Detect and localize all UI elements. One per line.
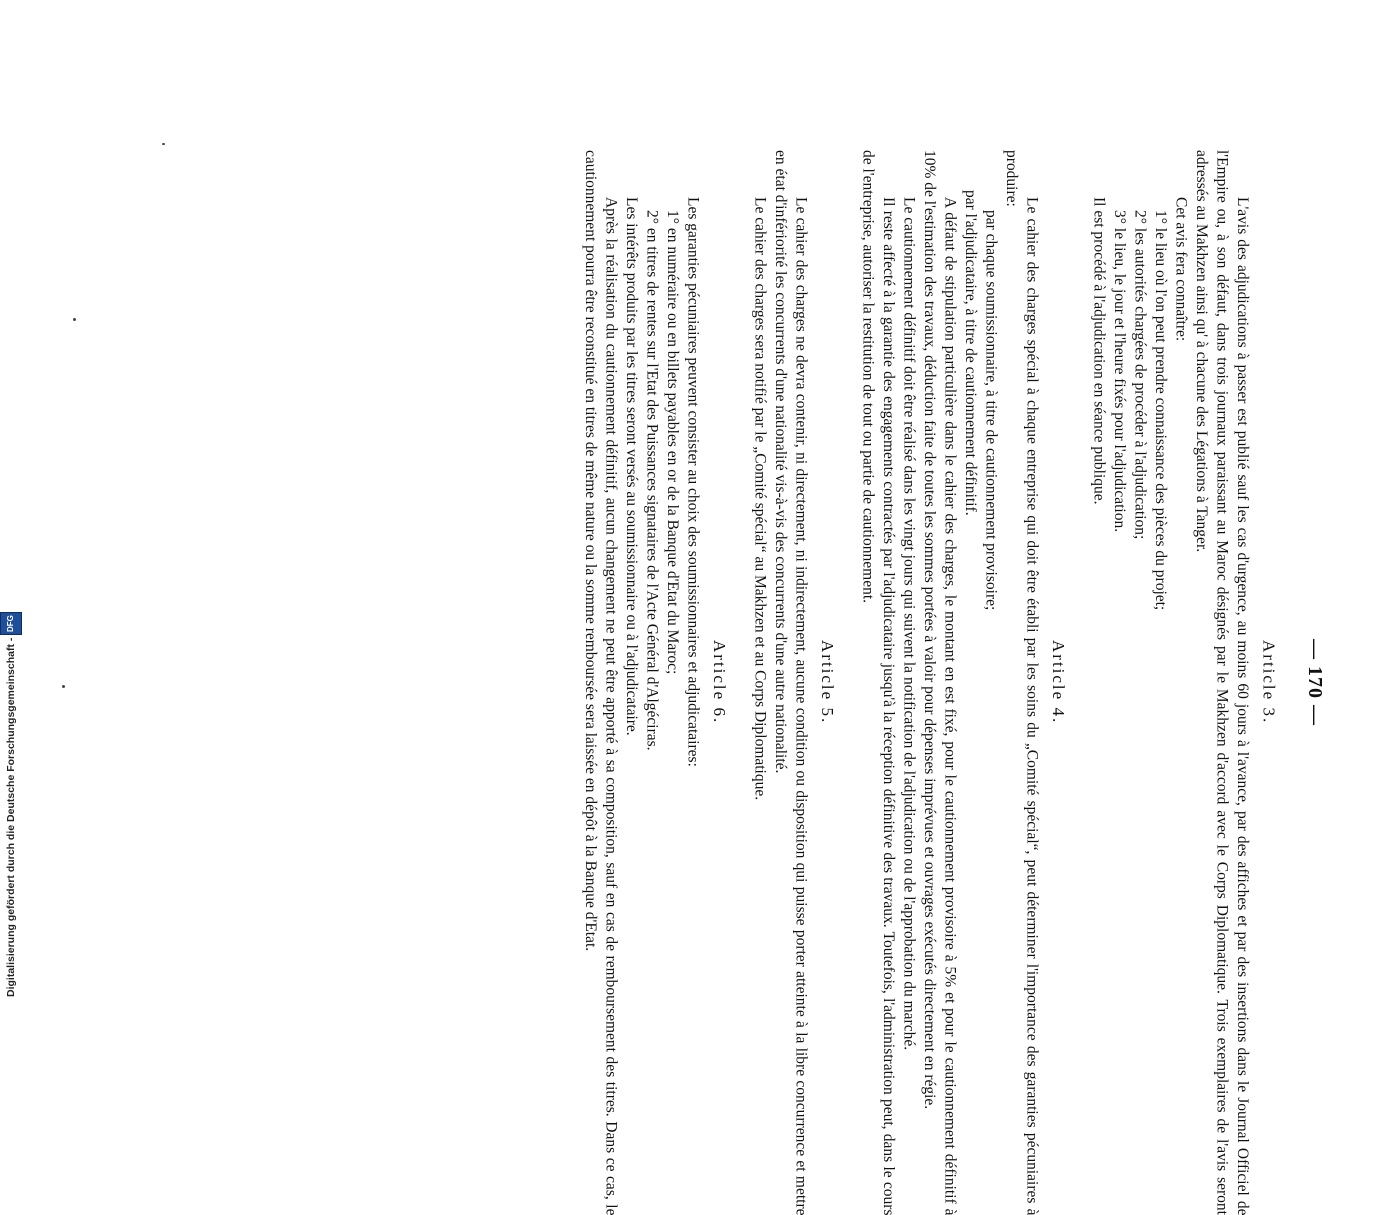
article-4-paragraph-4: Il reste affecté à la garantie des engagements contractés par l'adjudicataire jusqu'à la réception définitive des travaux. Toutefois, l'administration peut, dans le cours de l'entreprise, autoriser la restitution de tout ou partie de cautionnement. — [859, 150, 897, 1215]
article-4-item-1: par chaque soumissionnaire, à titre de cautionnement provisoire; — [982, 210, 1000, 611]
article-6-item-2: 2° en titres de rentes sur l'Etat des Puissances signataires de l'Acte Général d'Algéciras. — [643, 210, 661, 751]
article-3-paragraph-3: Il est procédé à l'adjudication en séance publique. — [1090, 196, 1108, 505]
article-6-paragraph-2: Les intérêts produits par les titres seront versés au soumissionnaire ou à l'adjudicataire. — [623, 196, 640, 736]
article-4-item-2: par l'adjudicataire, à titre de cautionnement définitif. — [962, 190, 979, 516]
article-6-paragraph-3: Après la réalisation du cautionnement définitif, aucun changement ne peut être apporté à sa composition, sauf en cas de remboursement des titres. Dans ce cas, le cautionnement pourra être reconstitué en titres de même nature ou la somme remboursée sera laissée en dépôt à la Banque d'Etat. — [582, 150, 620, 1215]
article-3-paragraph-1: L'avis des adjudications à passer est publié sauf les cas d'urgence, au moins 60 jours à l'avance, par des affiches et par des insertions dans le Journal Officiel de l'Empire ou, à son défaut, dans trois journaux paraissant au Maroc désignés par le Makhzen d'accord avec le Corps Diplomatique. Trois exemplaires de l'avis seront adressés au Makhzen ainsi qu' à chacune des Légations à Tanger. — [1193, 150, 1251, 1215]
article-3-item-2: 2° les autorités chargées de procéder à l'adjudication; — [1131, 210, 1149, 540]
scan-speck — [62, 685, 65, 688]
dfg-logo: DFG — [0, 612, 22, 635]
scan-speck — [162, 143, 165, 145]
article-6-title: Article 6. — [710, 640, 729, 725]
page-content — [185, 150, 1325, 1215]
article-3-item-1: 1° le lieu où l'on peut prendre connaissance des pièces du projet; — [1152, 210, 1169, 611]
digitization-credit — [0, 605, 18, 997]
page-number: — 170 — — [1304, 639, 1326, 726]
article-3-paragraph-2: Cet avis fera connaître: — [1172, 196, 1190, 341]
article-6-paragraph-1: Les garanties pécuniaires peuvent consister au choix des soumissionnaires et adjudicataires: — [684, 196, 702, 767]
article-5-title: Article 5. — [818, 640, 837, 725]
dfg-credit-text: Digitalisierung gefördert durch die Deutsche Forschungsgemeinschaft - — [5, 637, 17, 997]
article-3-item-3: 3° le lieu, le jour et l'heure fixés pour l'adjudication. — [1111, 210, 1128, 533]
article-4-paragraph-2: A défaut de stipulation particulière dans le cahier des charges, le montant en est fixé, pour le cautionnement provisoire à 5% et pour le cautionnement définitif à 10% de l'estimation des travaux, déduction faite de toutes les sommes portées à valoir pour dépenses imprévues et ouvrages exécutés directement en régie. — [921, 150, 959, 1215]
article-3-title: Article 3. — [1259, 640, 1279, 725]
article-5-paragraph-1: Le cahier des charges ne devra contenir, ni directement, ni indirectement, aucune condition ou disposition qui puisse porter atteinte à la libre concurrence et mettre en état d'infériorité les concurrents d'une nationalité vis-à-vis des concurrents d'une autre nationalité. — [772, 150, 810, 1215]
article-5-paragraph-2: Le cahier des charges sera notifié par le „Comité spécial“ au Makhzen et au Corps Diplomatique. — [751, 196, 769, 800]
article-6-item-1: 1° en numéraire ou en billets payables en or de la Banque d'Etat du Maroc; — [664, 210, 681, 675]
article-4-paragraph-3: Le cautionnement définitif doit être réalisé dans les vingt jours qui suivent la notification de l'adjudication ou de l'approbation du marché. — [900, 196, 918, 1050]
article-4-paragraph-1: Le cahier des charges spécial à chaque entreprise qui doit être établi par les soins du „Comité spécial“, peut déterminer l'importance des garanties pécuniaires à produire: — [1003, 150, 1041, 1215]
scan-speck — [73, 318, 76, 321]
article-4-title: Article 4. — [1049, 640, 1068, 725]
